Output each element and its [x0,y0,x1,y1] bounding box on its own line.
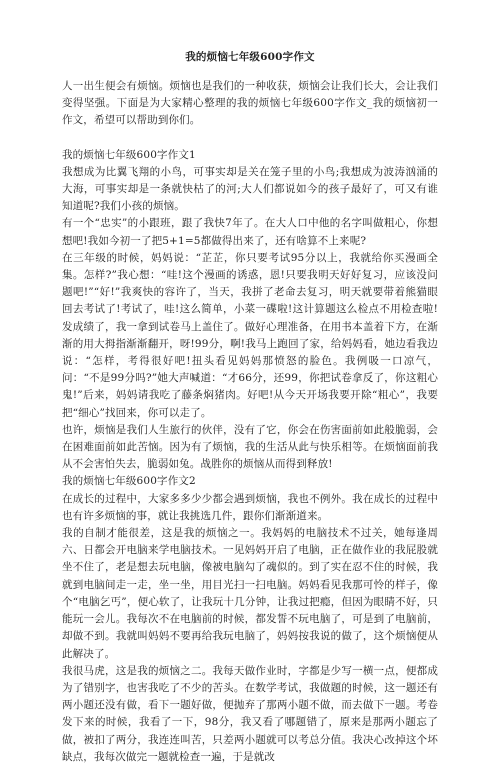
intro-paragraph: 人一出生便会有烦恼。烦恼也是我们的一种收获，烦恼会让我们长大，会让我们变得坚强。下面是为大家精心整理的我的烦恼七年级600字作文_我的烦恼初一作文，希望可以帮助到你们。 [62,80,438,127]
paragraph: 我很马虎，这是我的烦恼之二。我每天做作业时，字都是少写一横一点，便都成为了错别字，也害我吃了不少的苦头。在数学考试，我做题的时候，这一题还有两小题还没有做，看下一题好做，便抛弃了那两小题不做，而去做下一题。考卷发下来的时候，我看了一下，98分，我又看了哪题错了，原来是那两小题忘了做，被扣了两分，我连连叫苦，只差两小题就可以考总分值。我决心改掉这个坏缺点，我每次做完一题就检查一遍，于是就改 [62,664,438,763]
paragraph: 我的自制才能很差，这是我的烦恼之一。我妈妈的电脑技术不过关，她每逢周六、日都会开电脑来学电脑技术。一见妈妈开启了电脑，正在做作业的我屁股就坐不住了，老是想去玩电脑，像被电脑勾了魂似的。到了实在忍不住的时候，我就到电脑间走一走，坐一坐，用目光扫一扫电脑。妈妈看见我那可怜的样子，像个“电脑乞丐”，便心软了，让我玩十几分钟，让我过把瘾，但因为眼睛不好，只能玩一会儿。我每次不在电脑前的时候，都发誓不玩电脑了，可是到了电脑前，却做不到。我就叫妈妈不要再给我玩电脑了，妈妈按我说的做了，这个烦恼便从此解决了。 [62,527,438,660]
paragraph: 在三年级的时候，妈妈说：“芷芷，你只要考试95分以上，我就给你买漫画全集。怎样?”我心想：“哇!这个漫画的诱惑，恩!只要我明天好好复习，应该没问题吧!”“好!”我爽快的容许了，当天，我拼了老命去复习，明天就要带着熊猫眼回去考试了!考试了，哇!这么简单，小菜一碟啦!这计算题这么检点不用检查啦!发成绩了，我一拿到试卷马上盖住了。做好心理准备，在用书本盖着下方，在渐渐的用大拇指渐渐翻开，呀!99分，啊!我马上跑回了家，给妈妈看，她边看我边说：“怎样，考得很好吧!扭头看见妈妈那愤怒的脸色。我例吸一口凉气，问：“不是99分吗?”她大声喊道：“才66分，还99，你把试卷拿反了，你这粗心鬼!”后来，妈妈请我吃了藤条焖猪肉。好吧!从今天开场我要开除“粗心”，我要把“细心”找回来，你可以走了。 [62,251,438,419]
section-spacer [62,130,438,147]
paragraph: 在成长的过程中，大家多多少少都会遇到烦恼，我也不例外。我在成长的过程中也有许多烦恼的事，就让我挑选几件，跟你们渐渐道来。 [62,492,438,522]
essay-section-1 [62,147,438,474]
paragraph: 我想成为比翼飞翔的小鸟，可事实却是关在笼子里的小鸟;我想成为波涛汹涌的大海，可事实却是一条就快枯了的河;大人们都说如今的孩子最好了，可又有谁知道呢?我们小孩的烦恼。 [62,165,438,213]
section-heading-1: 我的烦恼七年级600字作文1 [62,148,196,161]
section-heading-2: 我的烦恼七年级600字作文2 [62,475,196,488]
paragraph: 也许，烦恼是我们人生旅行的伙伴，没有了它，你会在伤害面前如此般脆弱，会在困难面前如此苦恼。因为有了烦恼，我的生活从此与快乐相等。在烦恼面前我从不会害怕失去，脆弱如兔。战胜你的烦恼从而得到释放! [62,423,438,471]
paragraph: 有一个“忠实”的小跟班，跟了我快7年了。在大人口中他的名字叫做粗心，你想想吧!我如今初一了把5+1=5都做得出来了，还有啥算不上来呢? [62,217,438,247]
intro-section [62,78,438,130]
essay-section-2 [62,473,438,765]
document-title: 我的烦恼七年级600字作文 [185,51,315,63]
